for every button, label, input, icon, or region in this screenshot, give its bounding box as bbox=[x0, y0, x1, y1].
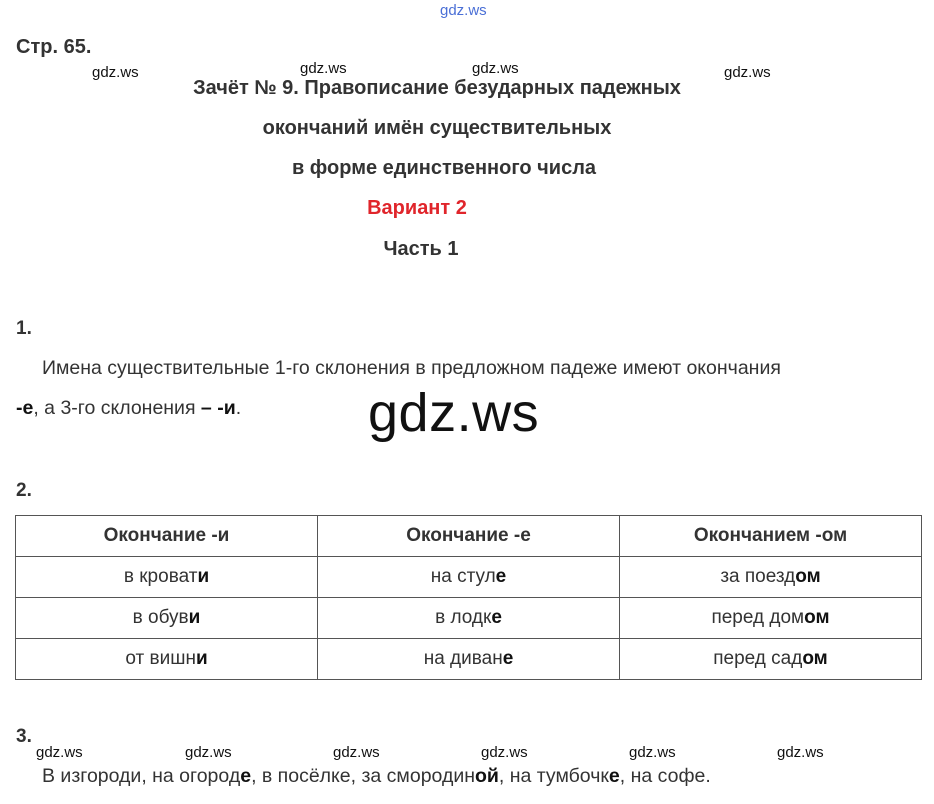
sentence-fragment: В изгороди, на огород bbox=[42, 765, 241, 787]
word-ending: ом bbox=[795, 566, 821, 587]
task-number-3: 3. bbox=[16, 726, 32, 747]
title-line-1: Зачёт № 9. Правописание безударных падежных bbox=[193, 77, 681, 99]
word-stem: на диван bbox=[423, 648, 503, 669]
period: . bbox=[235, 397, 242, 419]
watermark-label: gdz.ws bbox=[629, 744, 676, 761]
watermark-label: gdz.ws bbox=[333, 744, 380, 761]
watermark-label: gdz.ws bbox=[36, 744, 83, 761]
table-cell bbox=[620, 639, 922, 680]
endings-table bbox=[15, 515, 922, 680]
task1-text: , а 3-го склонения bbox=[33, 397, 201, 419]
table-row bbox=[16, 598, 922, 639]
word-ending: е bbox=[495, 566, 507, 587]
title-line-2: окончаний имён существительных bbox=[262, 117, 612, 139]
column-header: Окончание -е bbox=[318, 516, 620, 557]
big-watermark: gdz.ws bbox=[368, 383, 540, 443]
title-line-3: в форме единственного числа bbox=[291, 157, 597, 179]
word-ending: е bbox=[502, 648, 514, 669]
word-ending: е bbox=[608, 765, 620, 787]
page-label: Стр. 65. bbox=[16, 36, 92, 58]
word-ending: е bbox=[491, 607, 502, 628]
table-cell bbox=[16, 639, 318, 680]
watermark-label: gdz.ws bbox=[724, 64, 771, 81]
dash: – bbox=[200, 397, 212, 419]
task1-line2 bbox=[16, 388, 241, 428]
table-cell bbox=[318, 557, 620, 598]
table-row bbox=[16, 557, 922, 598]
table-cell bbox=[318, 639, 620, 680]
word-stem: на стул bbox=[430, 566, 496, 587]
table-cell bbox=[16, 598, 318, 639]
word-stem: перед дом bbox=[711, 607, 805, 628]
word-ending: ом bbox=[804, 607, 830, 628]
table-header-row bbox=[16, 516, 922, 557]
word-stem: перед сад bbox=[713, 648, 803, 669]
ending-i: -и bbox=[217, 397, 236, 419]
column-header: Окончание -и bbox=[16, 516, 318, 557]
part-heading: Часть 1 bbox=[383, 238, 459, 260]
watermark-label: gdz.ws bbox=[472, 60, 519, 77]
word-ending: ой bbox=[475, 765, 499, 787]
task3-sentence bbox=[42, 756, 711, 796]
word-stem: в лодк bbox=[435, 607, 492, 628]
word-stem: в обув bbox=[132, 607, 189, 628]
word-ending: и bbox=[195, 648, 208, 669]
watermark-label: gdz.ws bbox=[777, 744, 824, 761]
sentence-fragment: , на тумбочк bbox=[498, 765, 609, 787]
word-ending: е bbox=[240, 765, 252, 787]
table-cell bbox=[16, 557, 318, 598]
watermark-label: gdz.ws bbox=[92, 64, 139, 81]
sentence-fragment: , в посёлке, за смородин bbox=[251, 765, 475, 787]
ending-e: -е bbox=[16, 397, 34, 419]
sentence-fragment: , на софе. bbox=[619, 765, 711, 787]
task-number-1: 1. bbox=[16, 318, 32, 339]
table-row bbox=[16, 639, 922, 680]
variant-heading: Вариант 2 bbox=[367, 197, 467, 219]
word-ending: и bbox=[188, 607, 201, 628]
word-stem: в кроват bbox=[123, 566, 198, 587]
watermark-top: gdz.ws bbox=[440, 2, 487, 19]
table-cell bbox=[318, 598, 620, 639]
word-stem: за поезд bbox=[720, 566, 796, 587]
column-header: Окончанием -ом bbox=[620, 516, 922, 557]
watermark-label: gdz.ws bbox=[300, 60, 347, 77]
word-ending: ом bbox=[802, 648, 828, 669]
table-cell bbox=[620, 598, 922, 639]
table-cell bbox=[620, 557, 922, 598]
watermark-label: gdz.ws bbox=[185, 744, 232, 761]
task-number-2: 2. bbox=[16, 480, 32, 501]
word-ending: и bbox=[197, 566, 210, 587]
task1-line1: Имена существительные 1-го склонения в предложном падеже имеют окончания bbox=[42, 357, 781, 379]
word-stem: от вишн bbox=[125, 648, 196, 669]
watermark-label: gdz.ws bbox=[481, 744, 528, 761]
